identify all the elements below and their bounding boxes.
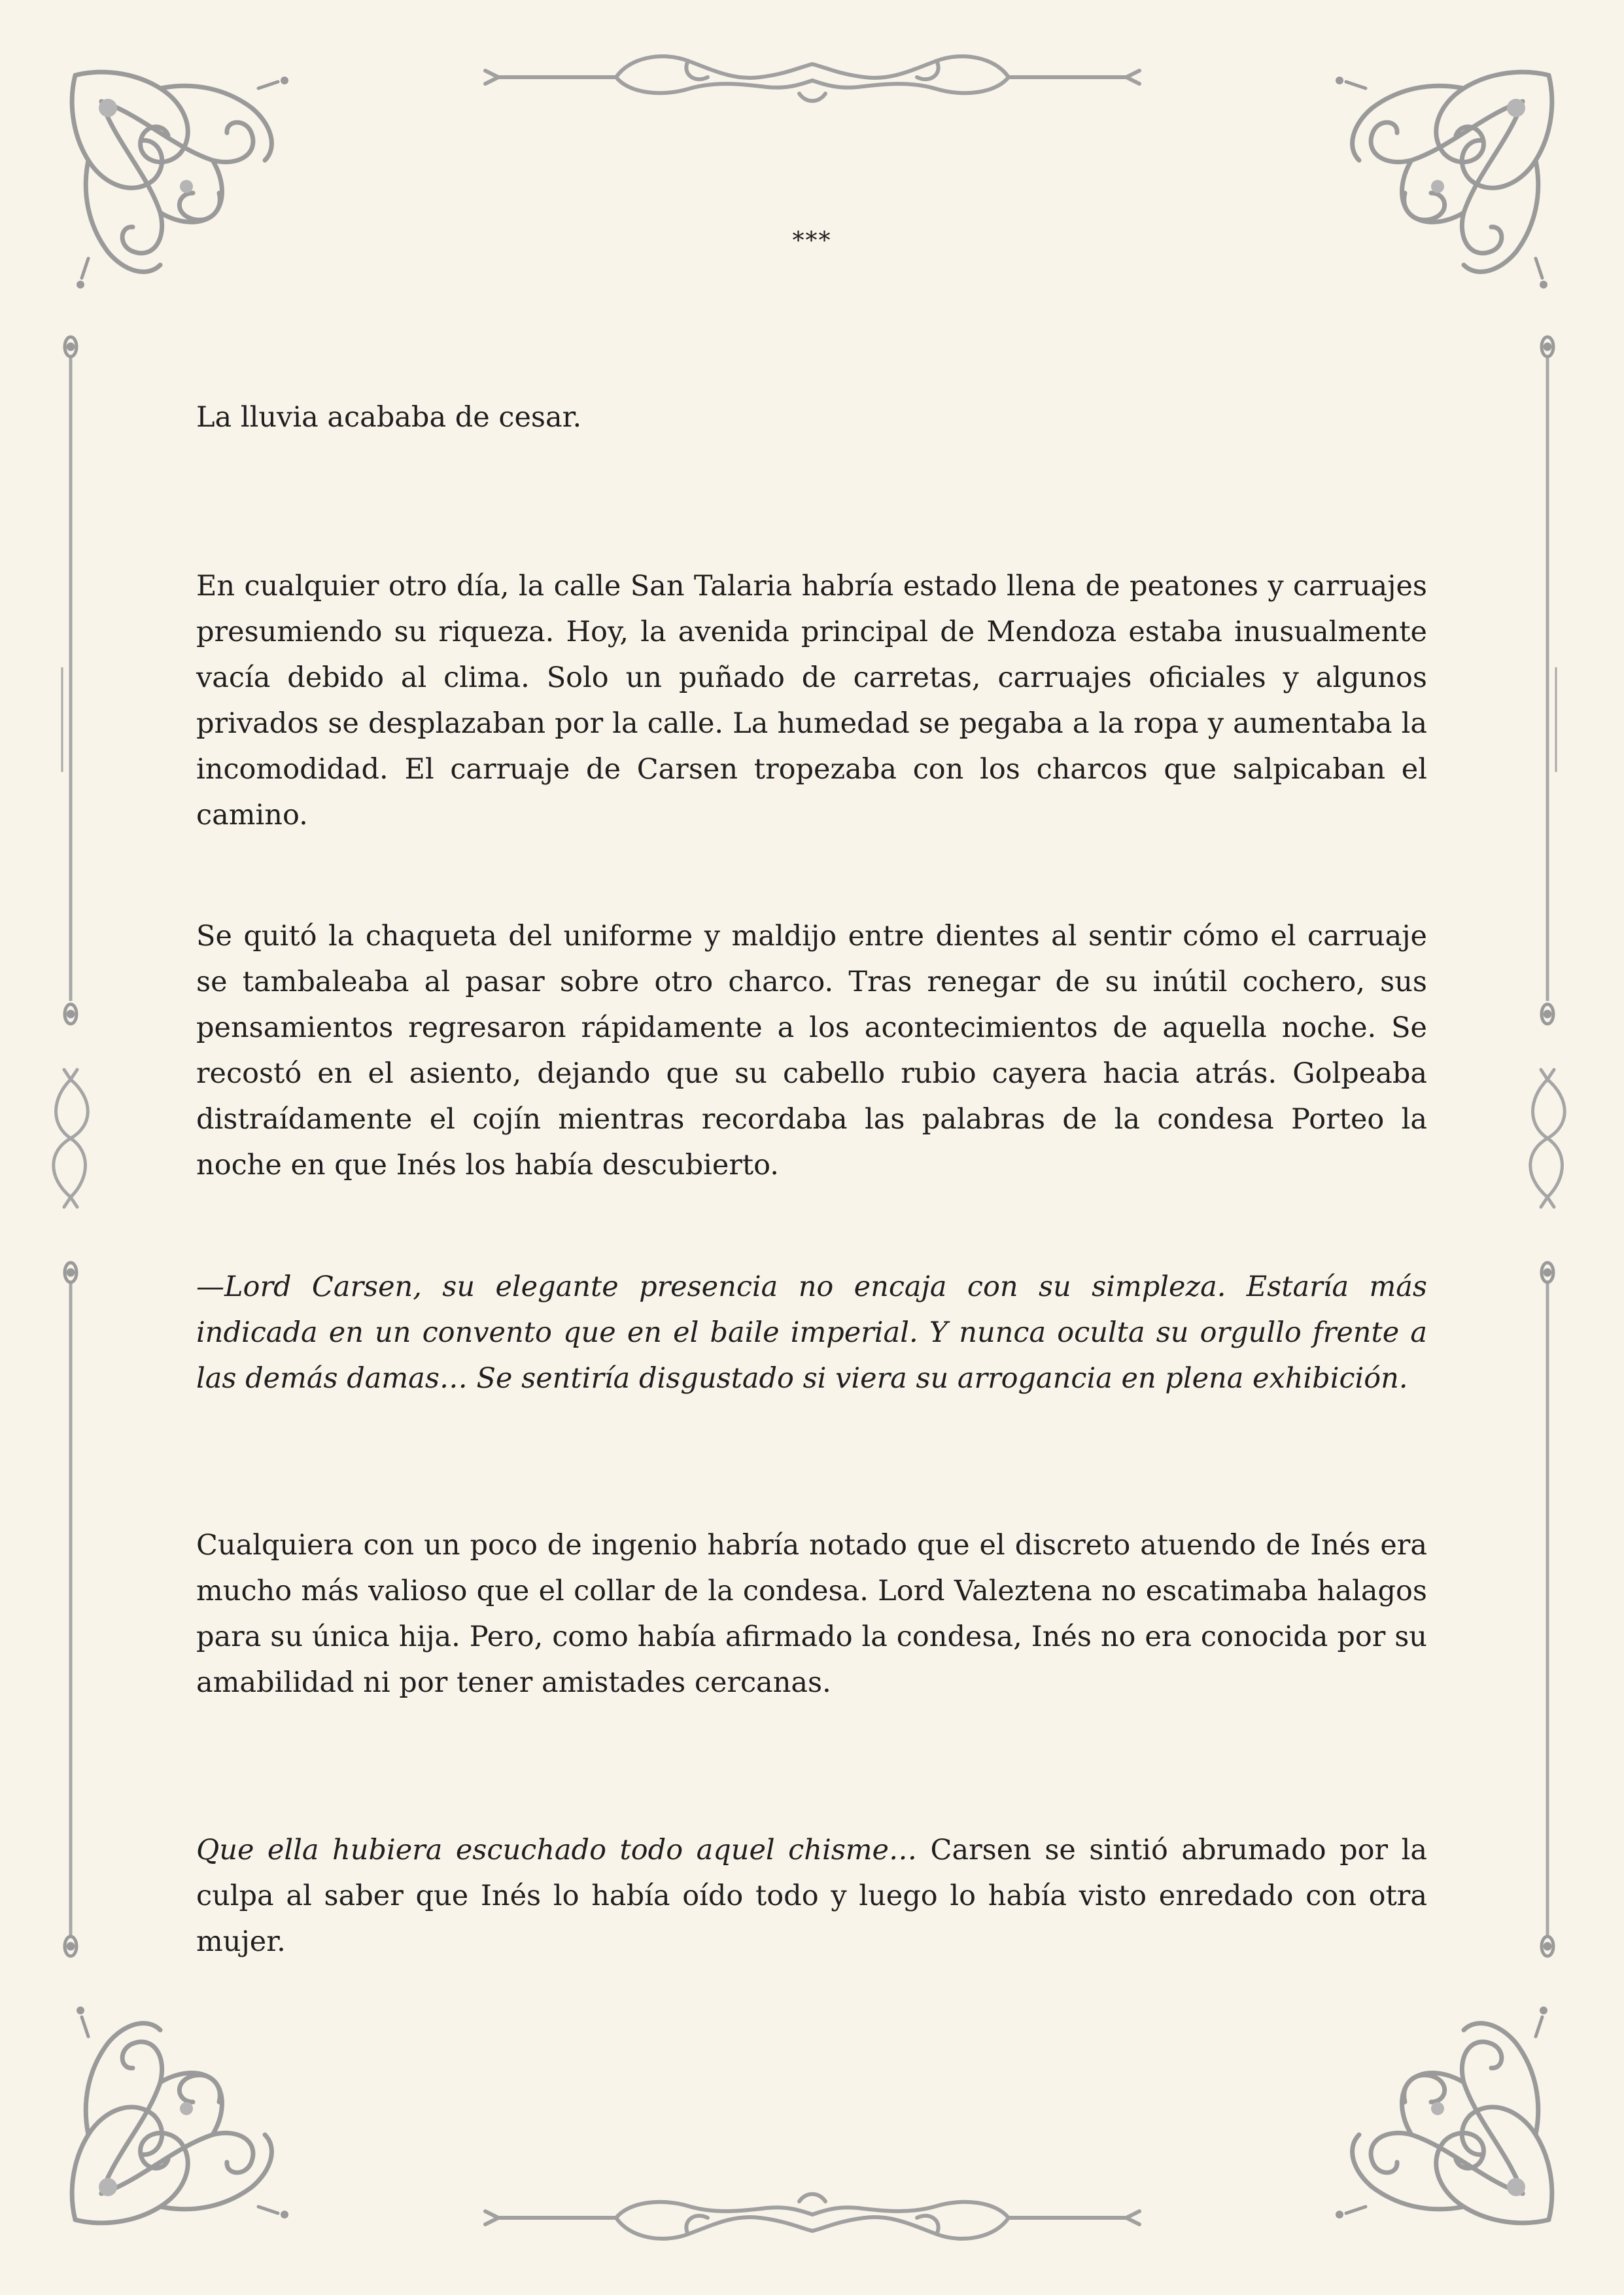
- paragraph-text: La lluvia acababa de cesar.: [196, 401, 582, 434]
- scene-separator: ***: [792, 228, 832, 254]
- paragraph-italic-thought: Que ella hubiera escuchado todo aquel chisme…: [196, 1834, 918, 1866]
- paragraph-text: Se quitó la chaqueta del uniforme y maldijo entre dientes al sentir cómo el carruaje se tambaleaba al pasar sobre otro charco. Tras renegar de su inútil cochero, sus pensamientos regresaron rápidamente a los acontecimientos de aquella noche. Se recostó en el asiento, dejando que su cabello rubio cayera hacia atrás. Golpeaba distraídamente el cojín mientras recordaba las palabras de la condesa Porteo la noche en que Inés los había descubierto.: [196, 920, 1427, 1182]
- paragraph-5: [196, 1522, 1427, 1706]
- paragraph-text: [196, 1827, 1427, 1965]
- paragraph-rest-text: Carsen se sintió abrumado por la culpa al saber que Inés lo había oído todo y luego lo había visto enredado con otra mujer.: [196, 1834, 1428, 1958]
- paragraph-4-dialogue: [196, 1264, 1427, 1401]
- paragraph-3: [196, 913, 1427, 1188]
- paragraph-text: Cualquiera con un poco de ingenio habría notado que el discreto atuendo de Inés era mucho más valioso que el collar de la condesa. Lord Valeztena no escatimaba halagos para su única hija. Pero, como había afirmado la condesa, Inés no era conocida por su amabilidad ni por tener amistades cercanas.: [196, 1529, 1427, 1699]
- paragraph-2: [196, 563, 1427, 838]
- paragraph-text: —Lord Carsen, su elegante presencia no encaja con su simpleza. Estaría más indicada en un convento que en el baile imperial. Y nunca oculta su orgullo frente a las demás damas… Se sentiría disgustado si viera su arrogancia en plena exhibición.: [196, 1270, 1427, 1395]
- paragraph-1: [196, 394, 1427, 440]
- paragraph-text: En cualquier otro día, la calle San Talaria habría estado llena de peatones y carruajes presumiendo su riqueza. Hoy, la avenida principal de Mendoza estaba inusualmente vacía debido al clima. Solo un puñado de carretas, carruajes oficiales y algunos privados se desplazaban por la calle. La humedad se pegaba a la ropa y aumentaba la incomodidad. El carruaje de Carsen tropezaba con los charcos que salpicaban el camino.: [196, 570, 1427, 832]
- paragraph-6: [196, 1827, 1427, 1965]
